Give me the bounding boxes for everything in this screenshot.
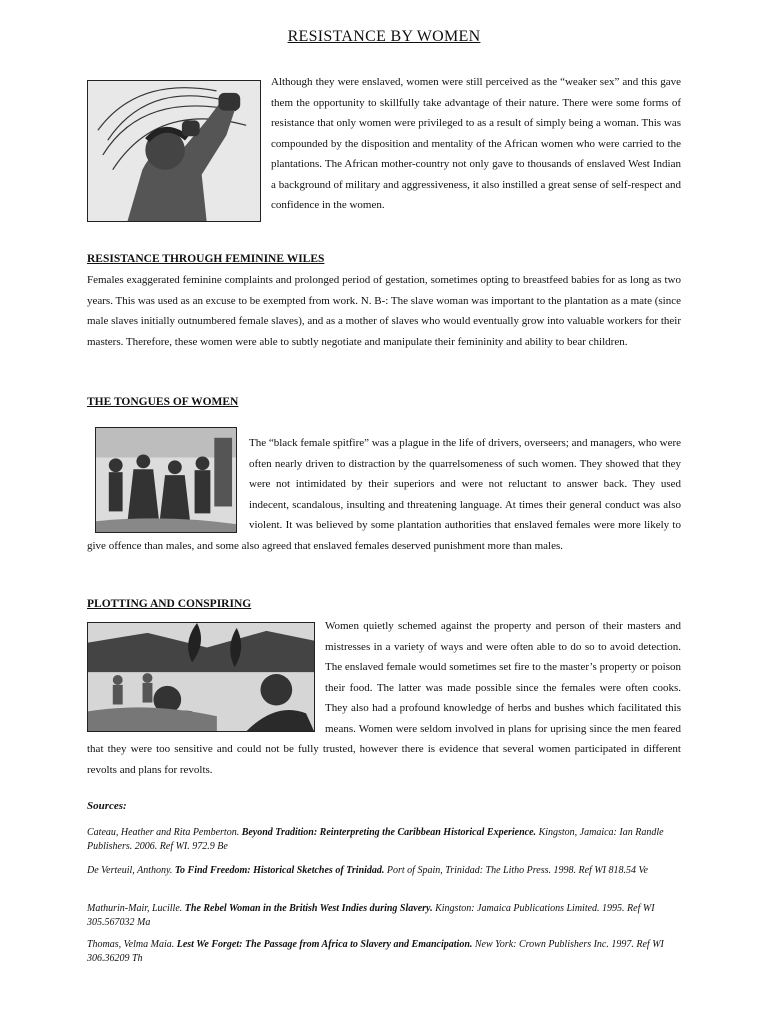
- raised-fist-woman-illustration: [87, 80, 261, 222]
- heading-plotting-conspiring: PLOTTING AND CONSPIRING: [87, 598, 252, 610]
- intro-paragraph: Although they were enslaved, women were still perceived as the “weaker sex” and this gave them the opportunity to skillfully take advantage of their nature. There were some forms of resistance that only women were privileged to as a result of simply being a woman. This was compounded by the disposition and mentality of the African women who were carried to the plantations. The African mother-country not only gave to thousands of enslaved West Indian a background of military and aggressiveness, it also instilled a great sense of self-respect and confidence in the women.: [271, 76, 681, 211]
- page-title: RESISTANCE BY WOMEN: [287, 28, 481, 45]
- source-publication: New York: Crown Publishers Inc. 1997. Ref WI 306.36209 Th: [87, 939, 664, 964]
- source-item: [87, 902, 681, 929]
- sources-label: Sources:: [87, 800, 127, 812]
- source-author: De Verteuil, Anthony.: [87, 865, 175, 876]
- source-item: [87, 826, 681, 853]
- source-publication: Kingston, Jamaica: Ian Randle Publishers. 2006. Ref WI. 972.9 Be: [87, 827, 664, 852]
- heading-feminine-wiles: RESISTANCE THROUGH FEMININE WILES: [87, 253, 325, 265]
- tongues-paragraph: The “black female spitfire” was a plague in the life of drivers, overseers; and managers, who were often nearly driven to distraction by the quarrelsomeness of such women. They showed that they were not intimidated by their superiors and were not reluctant to answer back. They used indecent, scandalous, insulting and threatening language. At times their general conduct was also violent. It was believed by some plantation authorities that enslaved females were more likely to give offence than males, and some also agreed that enslaved females deserved punishment more than males.: [87, 437, 681, 552]
- source-title: To Find Freedom: Historical Sketches of Trinidad.: [174, 865, 385, 876]
- source-publication: Kingston: Jamaica Publications Limited. 1995. Ref WI 305.567032 Ma: [87, 903, 655, 928]
- arguing-crowd-illustration: [95, 427, 237, 533]
- plantation-fire-illustration: [87, 622, 315, 732]
- heading-tongues-of-women: THE TONGUES OF WOMEN: [87, 396, 239, 408]
- source-item: [87, 864, 681, 878]
- plotting-block: [87, 616, 681, 780]
- tongues-block: [87, 433, 681, 556]
- intro-block: [87, 72, 681, 226]
- source-title: The Rebel Woman in the British West Indies during Slavery.: [184, 903, 433, 914]
- source-author: Mathurin-Mair, Lucille.: [87, 903, 185, 914]
- source-title: Lest We Forget: The Passage from Africa to Slavery and Emancipation.: [176, 939, 473, 950]
- plotting-paragraph: Women quietly schemed against the property and person of their masters and mistresses in a variety of ways and were often able to do so to avoid detection. The enslaved female would sometimes set fire to the master’s property or poison their food. The latter was made possible since the females were often cooks. They also had a profound knowledge of herbs and bushes which facilitated this means. Women were seldom involved in plans for uprising since the men feared that they were too sensitive and could not be fully trusted, however there is evidence that several women participated in different revolts and plans for revolts.: [87, 620, 681, 776]
- source-title: Beyond Tradition: Reinterpreting the Caribbean Historical Experience.: [241, 827, 537, 838]
- feminine-wiles-paragraph: Females exaggerated feminine complaints and prolonged period of gestation, sometimes opting to breastfeed babies for as long as two years. This was used as an excuse to be exempted from work. N. B-: The slave woman was important to the plantation as a mate (since male slaves initially outnumbered female slaves), and as a mother of slaves who would eventually grow into valuable workers for their masters. Therefore, these women were able to subtly negotiate and manipulate their femininity and ability to bear children.: [87, 274, 681, 348]
- source-item: [87, 938, 681, 965]
- source-publication: Port of Spain, Trinidad: The Litho Press. 1998. Ref WI 818.54 Ve: [384, 865, 648, 876]
- source-author: Thomas, Velma Maia.: [87, 939, 177, 950]
- feminine-wiles-block: [87, 270, 681, 352]
- source-author: Cateau, Heather and Rita Pemberton.: [87, 827, 242, 838]
